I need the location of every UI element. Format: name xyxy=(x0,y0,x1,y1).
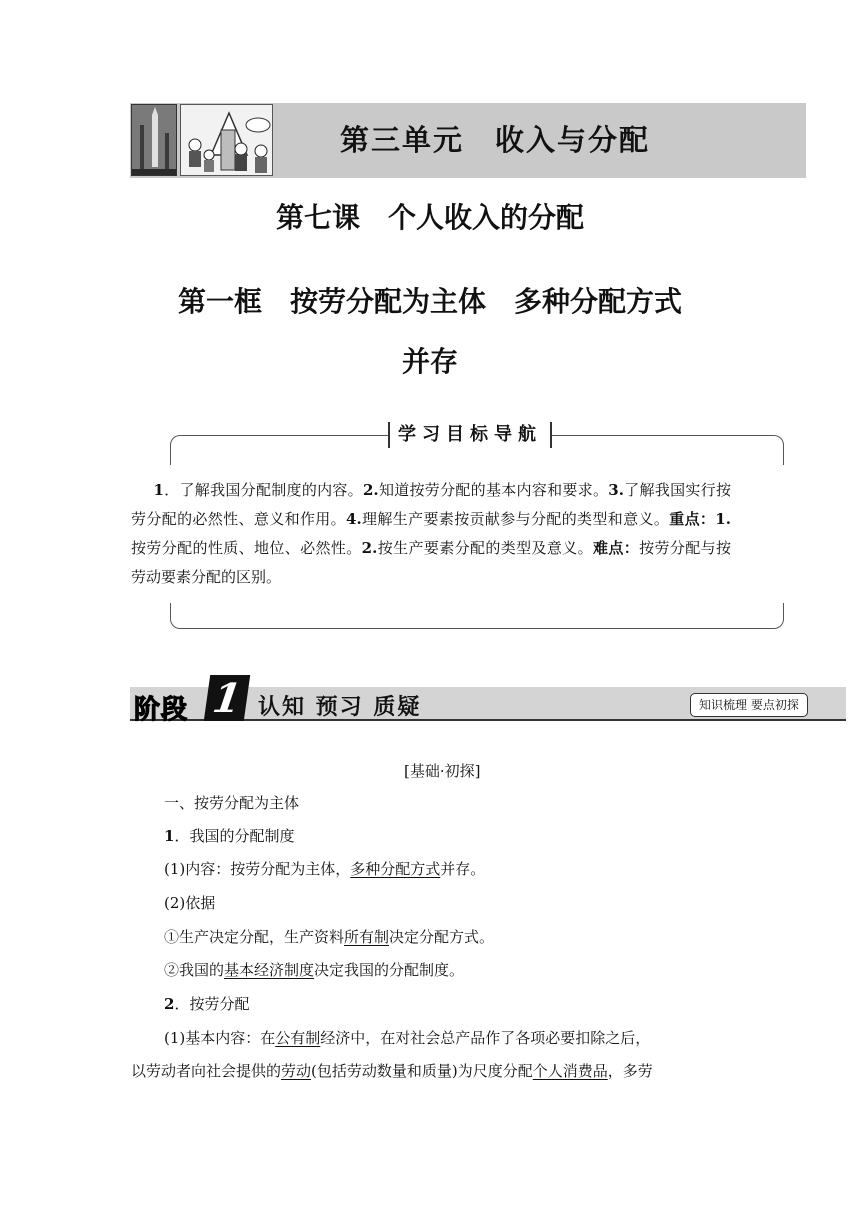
key-point-text: 按生产要素分配的类型及意义。 xyxy=(377,539,593,557)
objective-number: 4. xyxy=(346,510,362,528)
lesson-title: 第七课 个人收入的分配 xyxy=(275,201,584,234)
objectives-frame-bottom xyxy=(170,603,784,629)
key-point-text: 按劳分配的性质、地位、必然性。 xyxy=(131,539,362,557)
answer-blank: 公有制 xyxy=(275,1029,321,1047)
objective-text: 理解生产要素按贡献参与分配的类型和意义。 xyxy=(361,510,670,528)
item-heading: 2．按劳分配 xyxy=(164,995,250,1013)
objective-text: 知道按劳分配的基本内容和要求。 xyxy=(378,481,609,499)
unit-title: 第三单元 收入与分配 xyxy=(340,123,651,157)
answer-blank: 基本经济制度 xyxy=(224,961,315,979)
stage-title: 认知 预习 质疑 xyxy=(258,694,422,720)
objective-number: 2. xyxy=(362,481,379,499)
item-title: 我国的分配制度 xyxy=(189,827,295,845)
answer-blank: 所有制 xyxy=(344,928,390,946)
paragraph: 以劳动者向社会提供的劳动(包括劳动数量和质量)为尺度分配个人消费品，多劳 xyxy=(131,1062,653,1080)
answer-blank: 多种分配方式 xyxy=(350,860,441,878)
section-title-line-1: 第一框 按劳分配为主体 多种分配方式 xyxy=(177,285,682,318)
key-points-label: 重点： xyxy=(669,510,716,528)
stage-label: 阶段 xyxy=(134,695,189,725)
cartoon-people-image xyxy=(180,104,273,176)
objectives-header: 学习目标导航 xyxy=(388,422,552,448)
key-point-number: 1. xyxy=(715,510,731,528)
paragraph: ②我国的基本经济制度决定我国的分配制度。 xyxy=(164,961,465,979)
paragraph: (1)内容：按劳分配为主体，多种分配方式并存。 xyxy=(164,860,486,878)
stage-number: 1 xyxy=(204,675,250,721)
item-number: 1 xyxy=(164,827,175,845)
answer-blank: 个人消费品 xyxy=(532,1062,608,1080)
subheading: [基础·初探] xyxy=(404,762,481,780)
stage-tag: 知识梳理 要点初探 xyxy=(690,693,808,717)
paragraph: ①生产决定分配，生产资料所有制决定分配方式。 xyxy=(164,928,495,946)
item-title: 按劳分配 xyxy=(189,995,250,1013)
objective-text: 了解我国实行按劳分配的必然性、意义和作用。 xyxy=(131,481,731,528)
objective-text: 了解我国分配制度的内容。 xyxy=(179,481,363,499)
section-heading: 一、按劳分配为主体 xyxy=(164,794,300,812)
rocket-launch-image xyxy=(131,104,177,176)
paragraph: (1)基本内容：在公有制经济中，在对社会总产品作了各项必要扣除之后， xyxy=(164,1029,651,1047)
item-number: 2 xyxy=(164,995,175,1013)
key-point-number: 2. xyxy=(361,539,378,557)
item-heading: 1．我国的分配制度 xyxy=(164,827,295,845)
objectives-text: 1．了解我国分配制度的内容。2.知道按劳分配的基本内容和要求。3.了解我国实行按劳分配的必然性、意义和作用。4.理解生产要素按贡献参与分配的类型和意义。重点：1.按劳分配的性质、地位、必然性。2.按生产要素分配的类型及意义。难点：按劳分配与按劳动要素分配的区别。 xyxy=(131,481,731,586)
paragraph: (2)依据 xyxy=(164,894,216,912)
difficulty-text: 按劳分配与按劳动要素分配的区别。 xyxy=(131,539,731,586)
answer-blank: 劳动 xyxy=(281,1062,312,1080)
section-title-line-2: 并存 xyxy=(401,345,458,378)
objective-number: 1 xyxy=(153,481,164,499)
objective-number: 3. xyxy=(608,481,624,499)
difficulty-label: 难点： xyxy=(592,539,640,557)
